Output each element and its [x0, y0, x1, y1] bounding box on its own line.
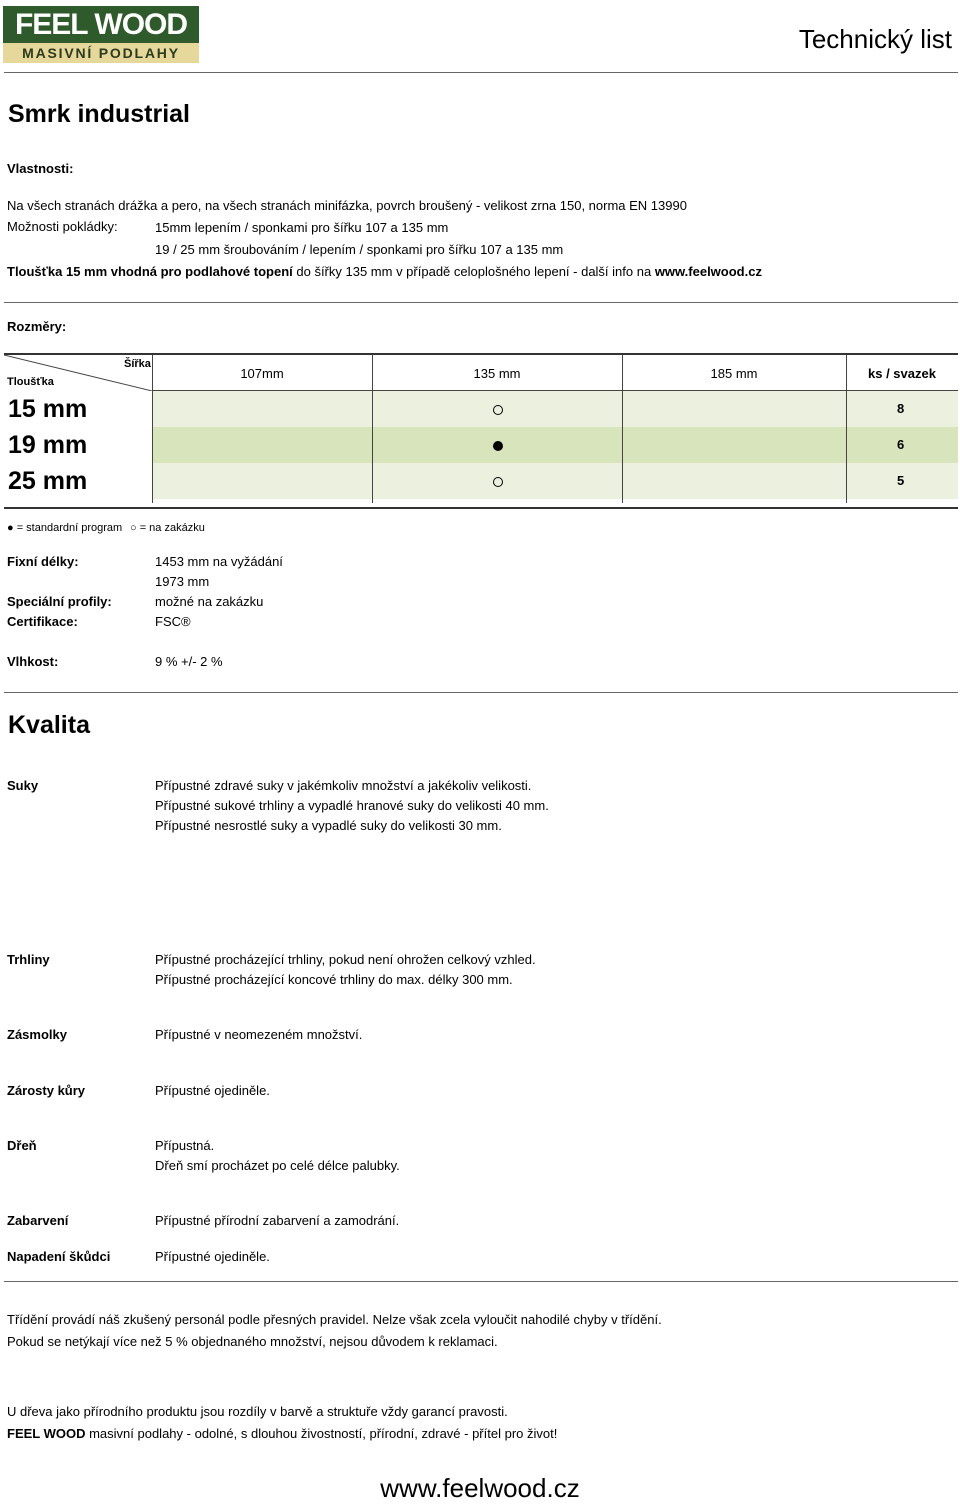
zabarveni-line-1: Přípustné přírodní zabarvení a zamodrání.	[155, 1213, 400, 1228]
row-label-15mm: 15 mm	[8, 395, 88, 423]
suky-label: Suky	[7, 778, 39, 793]
fixed-length-1: 1453 mm na vyžádání	[155, 554, 283, 569]
website-link[interactable]: www.feelwood.cz	[654, 264, 762, 279]
logo-wordmark: FEEL WOOD	[14, 7, 188, 41]
column-divider	[152, 355, 153, 503]
special-profiles-value: možné na zakázku	[155, 594, 264, 609]
trhliny-label: Trhliny	[7, 952, 50, 967]
dimensions-table	[4, 353, 958, 509]
dren-line-1: Přípustná.	[155, 1138, 215, 1153]
zarosty-label: Zárosty kůry	[7, 1083, 86, 1098]
zarosty-line-1: Přípustné ojediněle.	[155, 1083, 270, 1098]
open-circle-icon	[493, 405, 503, 415]
natural-note: U dřeva jako přírodního produktu jsou rozdíly v barvě a struktuře vždy garancí pravosti.	[7, 1404, 508, 1419]
section-divider	[4, 302, 958, 303]
column-divider	[622, 355, 623, 503]
certification-label: Certifikace:	[7, 614, 78, 629]
footer-website[interactable]: www.feelwood.cz	[380, 1473, 580, 1503]
trhliny-line-2: Přípustné procházející koncové trhliny do max. délky 300 mm.	[155, 972, 513, 987]
skudci-line-1: Přípustné ojediněle.	[155, 1249, 270, 1264]
corner-thickness-label: Tloušťka	[7, 376, 54, 388]
zabarveni-label: Zabarvení	[7, 1213, 69, 1228]
table-row	[152, 391, 958, 427]
ks-value-25mm: 5	[897, 473, 905, 488]
logo-tagline: MASIVNÍ PODLAHY	[3, 43, 199, 63]
suky-line-3: Přípustné nesrostlé suky a vypadlé suky do velikosti 30 mm.	[155, 818, 502, 833]
floor-heating-note	[7, 264, 762, 280]
laying-label: Možnosti pokládky:	[7, 219, 118, 234]
col-header-ks: ks / svazek	[868, 365, 936, 381]
legend-standard: ● = standardní program	[7, 522, 123, 534]
fixed-lengths-label: Fixní délky:	[7, 554, 79, 569]
sorting-note-2: Pokud se netýkají více než 5 % objednaného množství, nejsou důvodem k reklamaci.	[7, 1334, 498, 1349]
header-divider	[4, 72, 958, 73]
humidity-label: Vlhkost:	[7, 654, 59, 669]
zasmolky-line-1: Přípustné v neomezeném množství.	[155, 1027, 363, 1042]
row-label-25mm: 25 mm	[8, 467, 88, 495]
corner-width-label: Šířka	[124, 358, 151, 370]
laying-option-1: 15mm lepením / sponkami pro šířku 107 a 135 mm	[155, 220, 449, 235]
section-divider	[4, 692, 958, 693]
col-header-135: 135 mm	[473, 365, 521, 381]
fixed-length-2: 1973 mm	[155, 574, 210, 589]
dren-label: Dřeň	[7, 1138, 37, 1153]
properties-heading: Vlastnosti:	[7, 161, 74, 176]
table-row	[152, 427, 958, 463]
ks-value-19mm: 6	[897, 437, 905, 452]
col-header-185: 185 mm	[710, 365, 758, 381]
document-title: Technický list	[798, 24, 952, 54]
ks-value-15mm: 8	[897, 401, 905, 416]
properties-line: Na všech stranách drážka a pero, na všech stranách minifázka, povrch broušený - velikost zrna 150, norma EN 13990	[7, 198, 687, 213]
filled-circle-icon	[493, 441, 503, 451]
quality-heading: Kvalita	[8, 711, 90, 739]
special-profiles-label: Speciální profily:	[7, 594, 112, 609]
brand-name: FEEL WOOD	[7, 1426, 86, 1441]
suky-line-1: Přípustné zdravé suky v jakémkoliv množství a jakékoliv velikosti.	[155, 778, 532, 793]
suky-line-2: Přípustné sukové trhliny a vypadlé hranové suky do velikosti 40 mm.	[155, 798, 549, 813]
open-circle-icon	[493, 477, 503, 487]
floor-heating-text: do šířky 135 mm v případě celoplošného lepení - další info na	[292, 264, 655, 279]
row-label-19mm: 19 mm	[8, 431, 88, 459]
product-name: Smrk industrial	[8, 100, 190, 128]
dimensions-heading: Rozměry:	[7, 319, 67, 334]
laying-option-2: 19 / 25 mm šroubováním / lepením / sponkami pro šířku 107 a 135 mm	[155, 242, 564, 257]
column-divider	[372, 355, 373, 503]
brand-slogan-text: masivní podlahy - odolné, s dlouhou živostností, přírodní, zdravé - přítel pro život!	[85, 1426, 558, 1441]
table-row	[152, 463, 958, 499]
column-divider	[846, 355, 847, 503]
skudci-label: Napadení škůdci	[7, 1249, 111, 1264]
trhliny-line-1: Přípustné procházející trhliny, pokud není ohrožen celkový vzhled.	[155, 952, 536, 967]
certification-value: FSC®	[155, 614, 191, 629]
sorting-note-1: Třídění provádí náš zkušený personál podle přesných pravidel. Nelze však zcela vyloučit nahodilé chyby v třídění.	[7, 1312, 662, 1327]
humidity-value: 9 % +/- 2 %	[155, 654, 223, 669]
col-header-107: 107mm	[240, 365, 284, 381]
header-row-divider	[152, 390, 958, 391]
floor-heating-bold: Tloušťka 15 mm vhodná pro podlahové topení	[7, 264, 293, 279]
feelwood-logo	[3, 6, 199, 63]
section-divider	[4, 1281, 958, 1282]
zasmolky-label: Zásmolky	[7, 1027, 67, 1042]
dren-line-2: Dřeň smí procházet po celé délce palubky.	[155, 1158, 400, 1173]
legend-order: ○ = na zakázku	[130, 522, 205, 534]
brand-slogan	[7, 1426, 557, 1442]
